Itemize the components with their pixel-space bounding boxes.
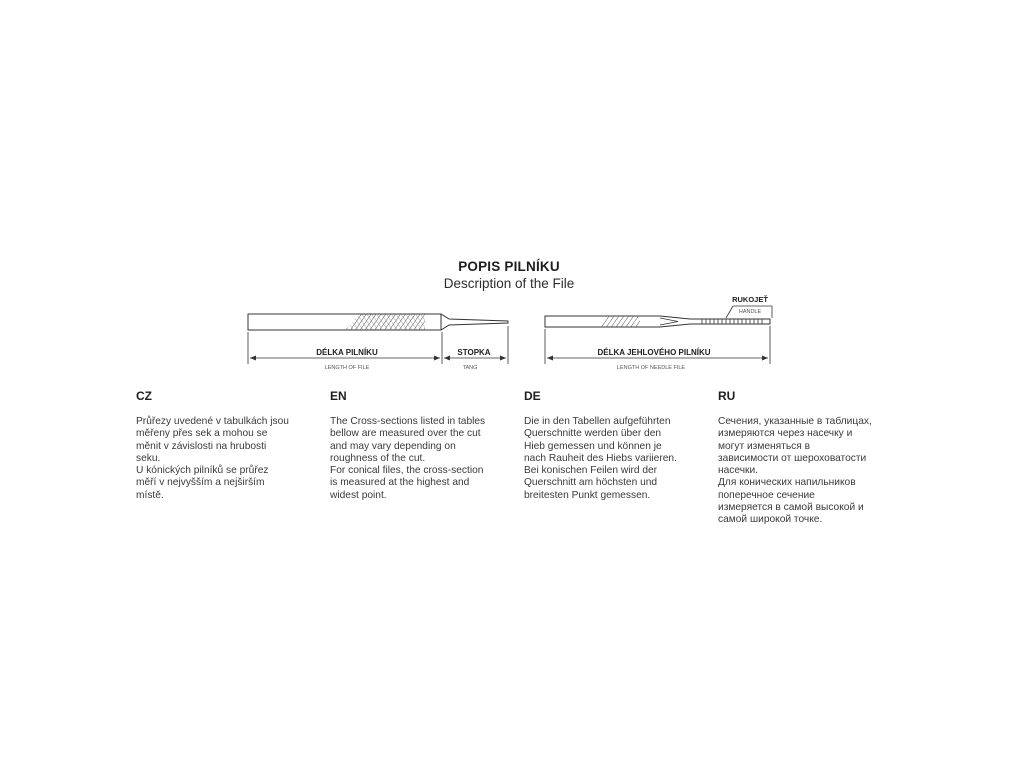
language-code-de: DE [524,389,541,403]
needle-file-illustration [545,316,770,327]
language-code-ru: RU [718,389,736,403]
file-length-sublabel: LENGTH OF FILE [324,365,370,371]
column-en [330,389,508,502]
handle-sublabel: HANDLE [738,309,762,315]
needle-file-length-label: DÉLKA JEHLOVÉHO PILNÍKU [597,348,711,357]
description-text-cz: Průřezy uvedené v tabulkách jsou měřeny přes sek a mohou se měnit v závislosti na hrubosti seku. U kónických pilníků se průřez měří v nejvyšším a nejširším místě. [136,416,289,501]
file-length-dimension [248,326,508,364]
needle-file-length-dimension [545,326,770,364]
file-illustration [248,314,508,330]
language-code-cz: CZ [136,389,152,403]
tang-label: STOPKA [457,348,491,357]
needle-file-length-sublabel: LENGTH OF NEEDLE FILE [616,365,686,371]
tang-sublabel: TANG [462,365,478,371]
column-de [524,389,702,502]
handle-label: RUKOJEŤ [732,295,768,304]
page-title: POPIS PILNÍKU [458,259,560,274]
column-ru [718,389,896,527]
page-subtitle: Description of the File [443,276,575,291]
needle-file-body-outline [545,316,770,327]
column-cz [136,389,314,502]
file-length-label: DÉLKA PILNÍKU [316,348,378,357]
language-code-en: EN [330,389,347,403]
description-text-de: Die in den Tabellen aufgeführten Querschnitte werden über den Hieb gemessen und können je nach Rauheit des Hiebs variieren. Bei konischen Feilen wird der Querschnitt am höchsten und breitesten Punkt gemessen. [524,416,677,501]
description-text-ru: Сечения, указанные в таблицах, измеряются через насечку и могут изменяться в зависимости от шероховатости насечки. Для конических напильников поперечное сечение измеряется в самой высокой и самой широкой точке. [718,416,872,526]
description-text-en: The Cross-sections listed in tables bellow are measured over the cut and may vary depending on roughness of the cut. For conical files, the cross-section is measured at the highest and widest point. [330,416,486,501]
